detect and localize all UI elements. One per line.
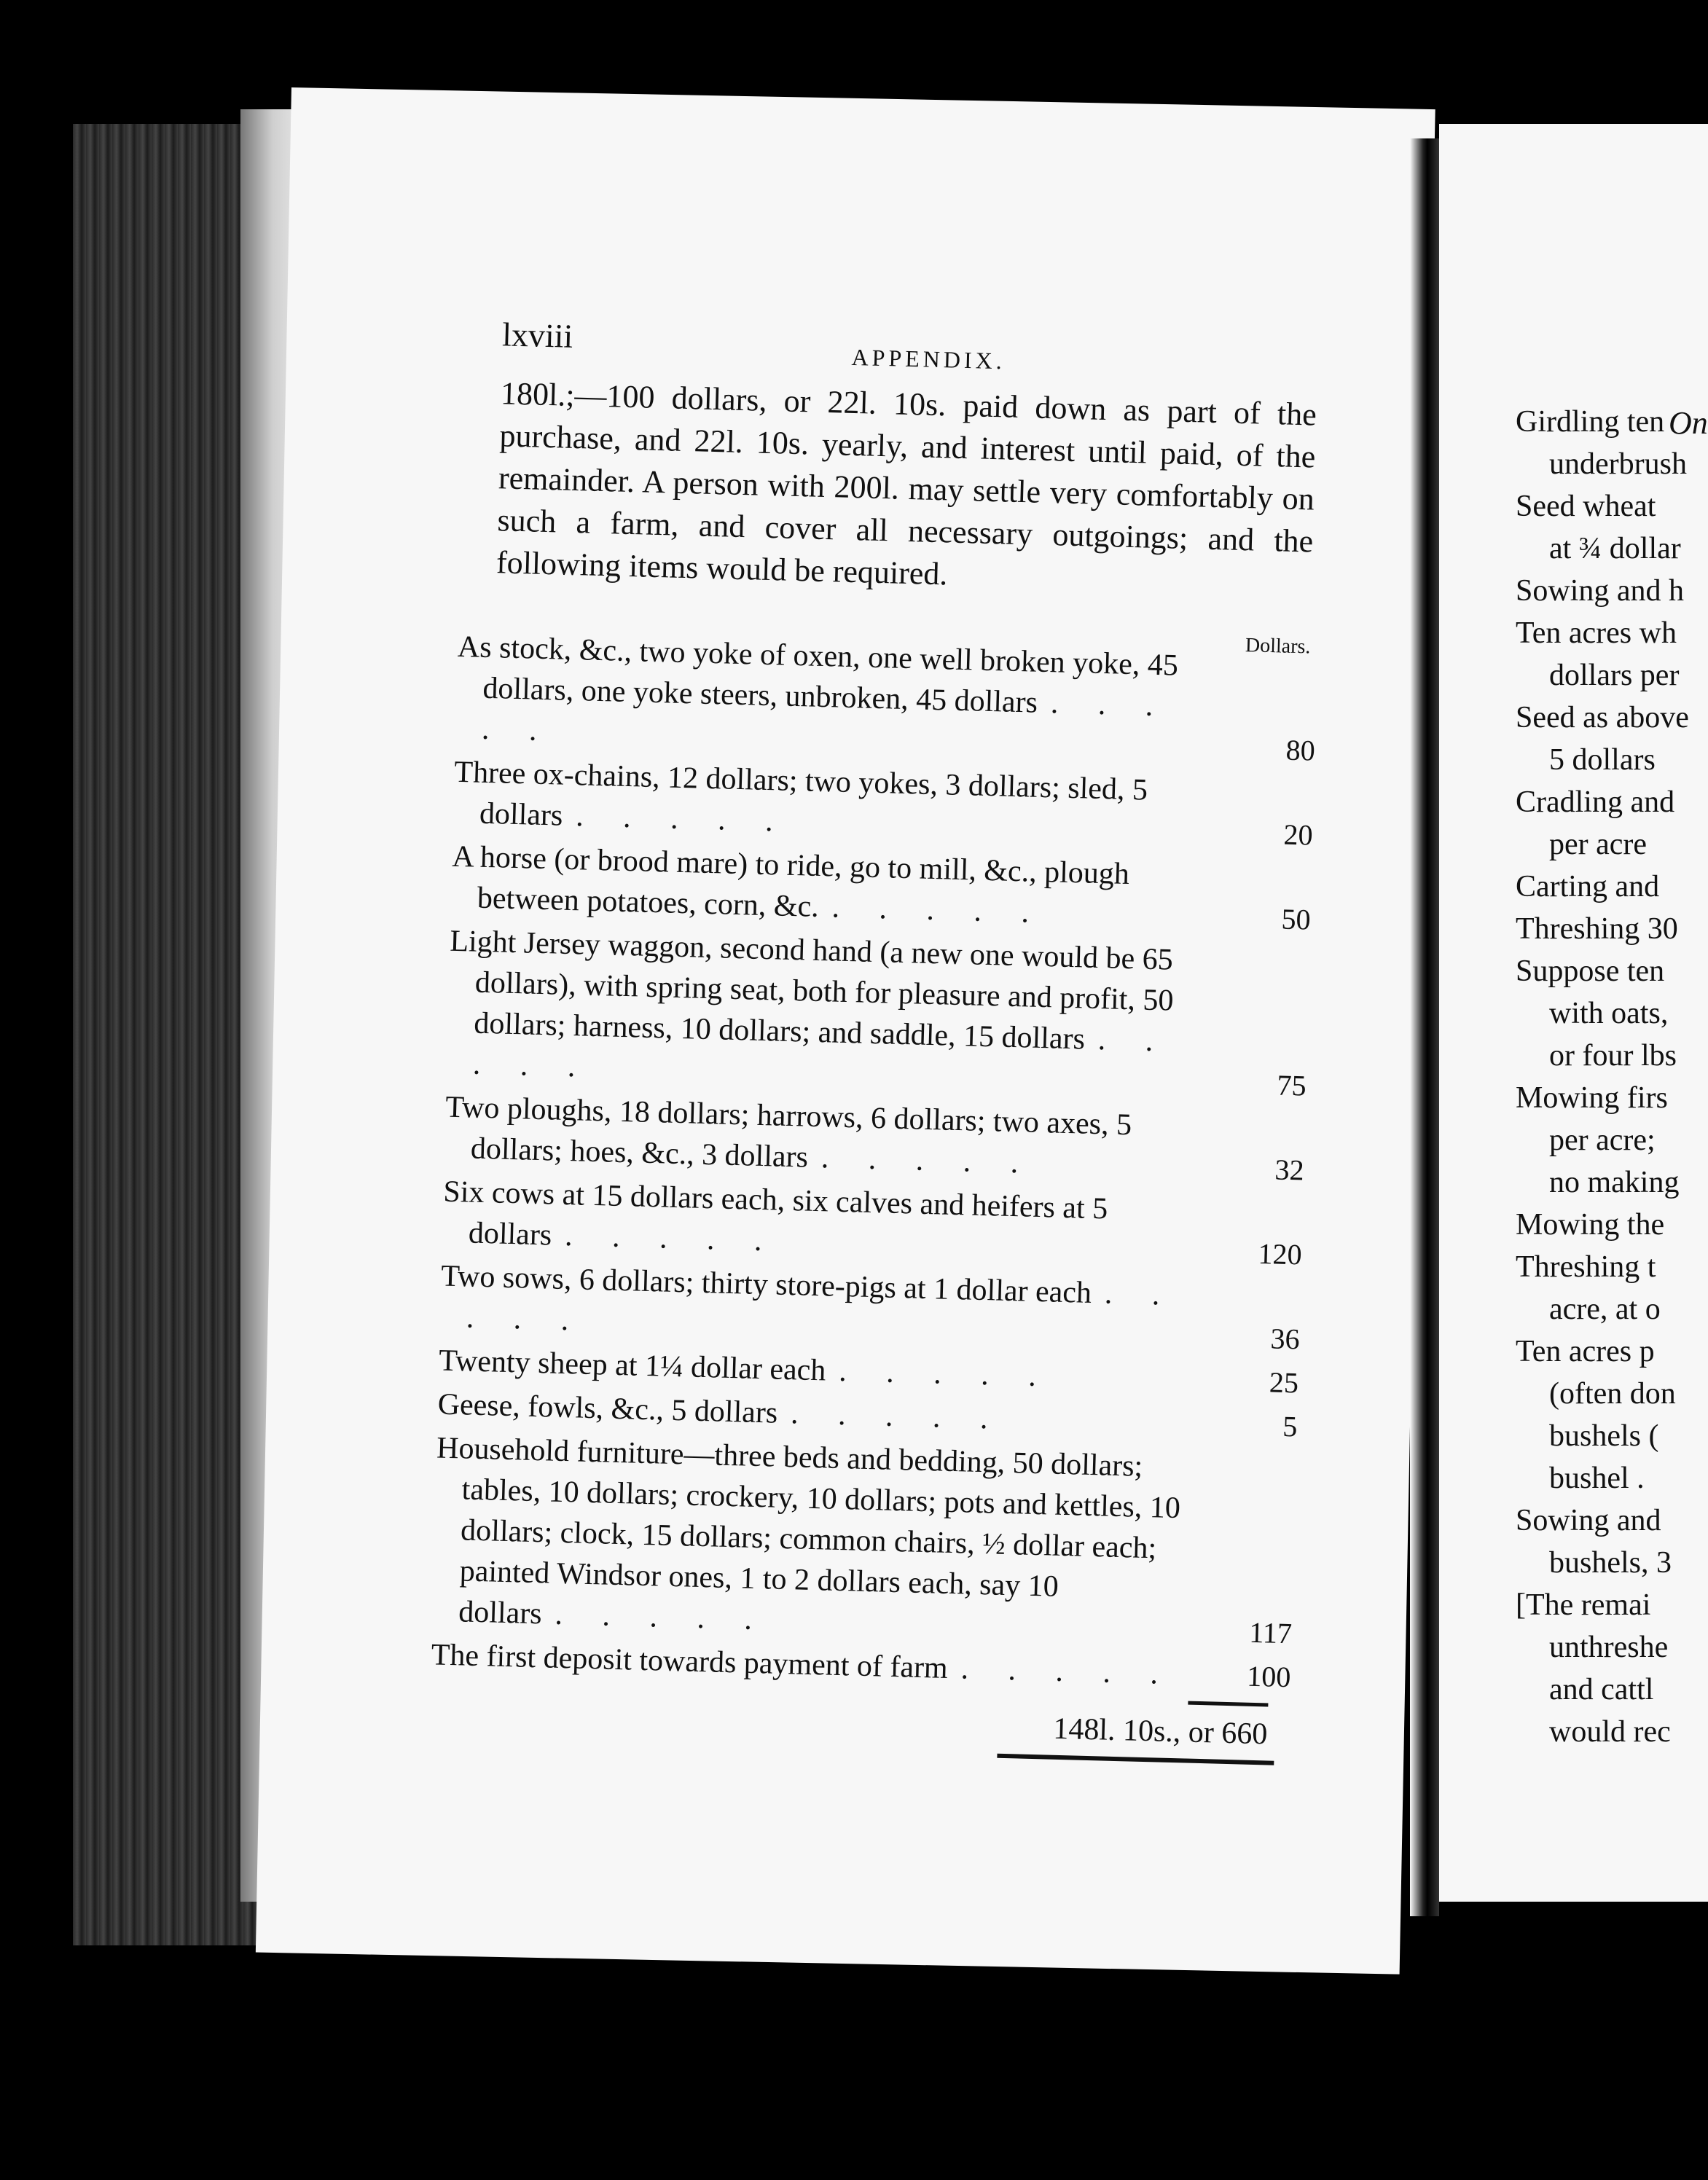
facing-line: 5 dollars	[1549, 743, 1656, 777]
item-description: Three ox-chains, 12 dollars; two yokes, 3 dollars; sled, 5 dollars . . . . .	[453, 755, 1148, 839]
facing-line: with oats,	[1549, 997, 1669, 1030]
item-description: Twenty sheep at 1¼ dollar each . . . . .	[438, 1344, 1053, 1394]
item-amount: 25	[1269, 1365, 1299, 1400]
book-gutter	[1410, 138, 1439, 1916]
item-description: The first deposit towards payment of farm . . . . .	[431, 1638, 1175, 1692]
item-amount: 100	[1246, 1659, 1291, 1694]
facing-line: Threshing 30	[1516, 912, 1678, 946]
facing-line: Girdling ten	[1516, 405, 1665, 439]
facing-line: Sowing and	[1516, 1504, 1661, 1537]
item-amount: 20	[1283, 818, 1314, 852]
facing-line: Ten acres p	[1516, 1335, 1655, 1368]
item-amount: 32	[1274, 1153, 1305, 1187]
item-amount: 50	[1281, 902, 1312, 936]
facing-line: Suppose ten	[1516, 954, 1665, 988]
facing-line: Sowing and h	[1516, 574, 1684, 608]
item-description: Geese, fowls, &c., 5 dollars . . . . .	[437, 1387, 1005, 1436]
item-description: Light Jersey waggon, second hand (a new one would be 65 dollars), with spring seat, both for pleasure and profit, 50 dollars; harness, 10 dollars; and saddle, 15 dollars . . . . .	[449, 924, 1175, 1084]
item-description: Two ploughs, 18 dollars; harrows, 6 dollars; two axes, 5 dollars; hoes, &c., 3 dollars . . . . .	[444, 1090, 1132, 1180]
item-amount: 36	[1269, 1322, 1301, 1356]
total-amount: 148l. 10s., or 660	[1052, 1712, 1268, 1752]
facing-line: would rec	[1549, 1715, 1671, 1749]
facing-line: Cradling and	[1516, 785, 1675, 819]
facing-line: per acre	[1549, 828, 1648, 861]
facing-line: Carting and	[1516, 870, 1660, 903]
facing-line: at ¾ dollar	[1549, 532, 1681, 565]
facing-line: no making	[1549, 1166, 1680, 1199]
item-description: Two sows, 6 dollars; thirty store-pigs at 1 dollar each . . . . .	[440, 1259, 1177, 1338]
item-description: A horse (or brood mare) to ride, go to mill, &c., plough between potatoes, corn, &c. . . . . .	[451, 839, 1130, 930]
facing-line: Threshing t	[1516, 1250, 1656, 1284]
facing-line: underbrush	[1549, 447, 1687, 481]
item-amount: 80	[1285, 733, 1316, 767]
item-description: Household furniture—three beds and bedding, 50 dollars; tables, 10 dollars; crockery, 10 dollars; pots and kettles, 10 dollars; clock, 15 dollars; common chairs, ½ dollar each; painted Windsor ones, 1 to 2 dollars each, say 10 dollars . . . . .	[436, 1431, 1181, 1637]
page-number: lxviii	[501, 315, 574, 355]
facing-line: Mowing firs	[1516, 1081, 1668, 1115]
facing-line: [The remai	[1516, 1588, 1651, 1622]
intro-paragraph: 180l.;—100 dollars, or 22l. 10s. paid down as part of the purchase, and 22l. 10s. yearly, and interest until paid, of the remainder. A person with 200l. may settle very comfortably on such a farm, and cover all necessary outgoings; and the following items would be required.	[495, 375, 1317, 592]
facing-line: and cattl	[1549, 1673, 1654, 1706]
facing-line: Ten acres wh	[1516, 616, 1677, 650]
table-row	[432, 1427, 1297, 1654]
total-rule	[1188, 1701, 1268, 1707]
facing-line: per acre;	[1549, 1124, 1656, 1157]
dollars-column-header: Dollars.	[1245, 634, 1311, 659]
facing-line: Mowing the	[1516, 1208, 1665, 1242]
left-page-text	[429, 313, 1341, 1766]
facing-line: (often don	[1549, 1377, 1676, 1411]
section-title: APPENDIX.	[851, 343, 1006, 375]
facing-line: Seed wheat	[1516, 490, 1656, 523]
facing-line: bushels, 3	[1549, 1546, 1672, 1580]
facing-line: acre, at o	[1549, 1293, 1661, 1326]
facing-line: dollars per	[1549, 659, 1680, 692]
facing-line: Seed as above	[1516, 701, 1689, 734]
facing-line: bushels (	[1549, 1419, 1659, 1453]
facing-line: or four lbs	[1549, 1039, 1677, 1073]
expense-table	[429, 605, 1319, 1765]
item-description: Six cows at 15 dollars each, six calves and heifers at 5 dollars . . . . .	[442, 1175, 1108, 1258]
facing-page-text	[1516, 401, 1708, 1753]
facing-line: bushel .	[1549, 1462, 1645, 1495]
item-description: As stock, &c., two yoke of oxen, one well broken yoke, 45 dollars, one yoke steers, unbroken, 45 dollars . . . . .	[457, 630, 1179, 748]
facing-line: unthreshe	[1549, 1631, 1669, 1664]
item-amount: 5	[1282, 1409, 1298, 1443]
table-row	[446, 921, 1309, 1107]
item-amount: 117	[1248, 1615, 1293, 1650]
table-row	[455, 627, 1317, 772]
facing-page-head: On	[1669, 405, 1708, 441]
item-amount: 75	[1277, 1068, 1307, 1102]
item-amount: 120	[1258, 1236, 1303, 1271]
